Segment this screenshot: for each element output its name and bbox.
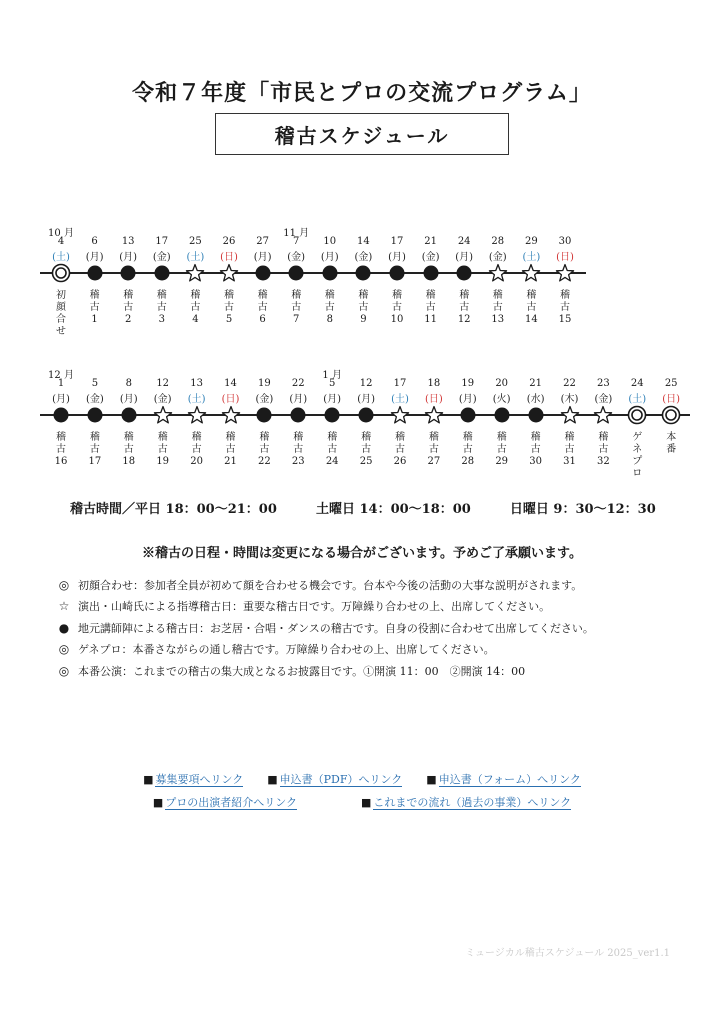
day-number: 19 xyxy=(461,378,475,389)
schedule-heading-text: 稽古スケジュール xyxy=(274,123,450,148)
footer-version: ミュージカル稽古スケジュール 2025_ver1.1 xyxy=(465,948,670,959)
square-bullet-icon: ■ xyxy=(267,773,278,786)
session-label: 稽 古 6 xyxy=(257,290,268,325)
filled-circle-icon xyxy=(288,405,308,425)
day-number: 27 xyxy=(256,236,269,247)
day-number: 23 xyxy=(597,378,610,389)
day-number: 25 xyxy=(664,378,678,389)
filled-circle-icon xyxy=(353,263,373,283)
filled-circle-icon xyxy=(320,263,340,283)
star-icon xyxy=(185,263,205,283)
filled-circle-icon xyxy=(322,405,342,425)
filled-circle-icon xyxy=(356,405,376,425)
square-bullet-icon: ■ xyxy=(426,773,437,786)
legend-item xyxy=(50,596,710,618)
square-bullet-icon: ■ xyxy=(143,773,154,786)
day-number: 24 xyxy=(630,378,644,389)
weekday-label: (金) xyxy=(255,394,274,405)
double-circle-icon xyxy=(51,263,71,283)
weekday-label: (木) xyxy=(560,394,579,405)
legend-text: 初顔合わせ：参加者全員が初めて顔を合わせる機会です。台本や今後の活動の大事な説明がされます。 xyxy=(78,578,583,592)
session-label: 稽 古 9 xyxy=(358,290,369,325)
schedule-heading xyxy=(215,113,509,155)
weekday-label: (月) xyxy=(119,252,138,263)
weekday-label: (金) xyxy=(594,394,613,405)
session-label: 稽 古 14 xyxy=(525,290,538,325)
filled-circle-icon xyxy=(253,263,273,283)
day-number: 28 xyxy=(491,236,505,247)
day-number: 18 xyxy=(427,378,441,389)
session-label: 稽 古 4 xyxy=(190,290,201,325)
session-label: 稽 古 27 xyxy=(427,432,441,467)
day-number: 25 xyxy=(189,236,202,247)
session-label: 稽 古 15 xyxy=(558,290,572,325)
weekday-label: (金) xyxy=(85,394,104,405)
session-label: 稽 古 25 xyxy=(359,432,373,467)
month-label: 11 月 xyxy=(283,228,310,239)
filled-circle-icon xyxy=(152,263,172,283)
star-icon xyxy=(521,263,541,283)
month-label: 1 月 xyxy=(322,370,342,381)
weekday-label: (日) xyxy=(424,394,443,405)
recruit-guidelines-link[interactable]: 募集要項へリンク xyxy=(155,773,244,786)
filled-circle-icon xyxy=(51,405,71,425)
day-number: 4 xyxy=(57,236,65,247)
day-number: 30 xyxy=(558,236,572,247)
session-label: 稽 古 11 xyxy=(424,290,437,325)
session-label: ゲ ネ プ ロ xyxy=(632,432,643,479)
session-label: 稽 古 7 xyxy=(291,290,302,325)
star-icon xyxy=(555,263,575,283)
day-number: 24 xyxy=(457,236,471,247)
weekday-label: (土) xyxy=(186,252,205,263)
weekday-label: (土) xyxy=(522,252,541,263)
day-number: 22 xyxy=(291,378,305,389)
application-form-link[interactable]: 申込書（フォーム）へリンク xyxy=(438,773,581,786)
day-number: 14 xyxy=(357,236,370,247)
weekday-label: (月) xyxy=(320,252,339,263)
filled-circle-icon xyxy=(387,263,407,283)
weekday-label: (土) xyxy=(187,394,206,405)
day-number: 26 xyxy=(222,236,236,247)
weekday-label: (金) xyxy=(354,252,373,263)
legend-text: 地元講師陣による稽古日：お芝居・合唱・ダンスの稽古です。自身の役割に合わせて出席してください。 xyxy=(78,621,594,635)
weekday-label: (金) xyxy=(287,252,306,263)
session-label: 稽 古 10 xyxy=(390,290,404,325)
day-number: 1 xyxy=(57,378,65,389)
day-number: 5 xyxy=(91,378,99,389)
weekday-label: (月) xyxy=(119,394,138,405)
legend-text: 演出・山崎氏による指導稽古日：重要な稽古日です。万障繰り合わせの上、出席してください。 xyxy=(78,600,551,614)
star-icon xyxy=(187,405,207,425)
weekday-label: (土) xyxy=(628,394,647,405)
star-icon xyxy=(390,405,410,425)
filled-circle-icon xyxy=(458,405,478,425)
day-number: 8 xyxy=(125,378,132,389)
legend-text: 本番公演：これまでの稽古の集大成となるお披露目です。①開演 11：00 ②開演 14：00 xyxy=(78,664,526,678)
day-number: 6 xyxy=(91,236,98,247)
weekday-label: (月) xyxy=(85,252,104,263)
session-label: 稽 古 22 xyxy=(258,432,271,467)
filled-circle-icon xyxy=(85,263,105,283)
legend-item xyxy=(50,639,710,661)
session-label: 稽 古 32 xyxy=(597,432,610,467)
session-label: 稽 古 29 xyxy=(495,432,509,467)
day-number: 17 xyxy=(393,378,407,389)
weekday-label: (月) xyxy=(388,252,406,263)
weekday-label: (金) xyxy=(488,252,507,263)
legend-text: ゲネプロ：本番さながらの通し稽古です。万障繰り合わせの上、出席してください。 xyxy=(78,643,495,657)
day-number: 17 xyxy=(155,236,169,247)
timeline-row-oct-nov xyxy=(0,224,724,364)
weekday-label: (金) xyxy=(153,394,172,405)
legend-item xyxy=(50,574,710,596)
day-number: 22 xyxy=(563,378,576,389)
square-bullet-icon: ■ xyxy=(152,796,164,809)
legend-symbol: ● xyxy=(58,620,70,635)
filled-circle-icon xyxy=(526,405,546,425)
legend-symbol: ◎ xyxy=(58,642,70,657)
application-pdf-link[interactable]: 申込書（PDF）へリンク xyxy=(279,773,403,786)
session-label: 稽 古 26 xyxy=(393,432,407,467)
day-number: 12 xyxy=(156,378,170,389)
month-label: 12 月 xyxy=(48,370,74,381)
legend-item xyxy=(50,617,710,639)
session-label: 稽 古 19 xyxy=(156,432,170,467)
star-icon xyxy=(219,263,239,283)
day-number: 14 xyxy=(224,378,237,389)
session-label: 本 番 xyxy=(666,432,677,455)
weekday-label: (火) xyxy=(492,394,511,405)
session-label: 稽 古 28 xyxy=(461,432,475,467)
day-number: 13 xyxy=(190,378,203,389)
star-icon xyxy=(488,263,508,283)
weekday-label: (土) xyxy=(52,252,70,263)
weekday-label: (日) xyxy=(556,252,574,263)
change-notice: ※稽古の日程・時間は変更になる場合がございます。予めご了承願います。 xyxy=(142,546,582,561)
weekday-times: 稽古時間／平日 18：00～21：00 xyxy=(70,502,277,517)
day-number: 21 xyxy=(529,378,542,389)
performers-link[interactable]: プロの出演者紹介へリンク xyxy=(165,796,297,809)
session-label: 稽 古 30 xyxy=(529,432,542,467)
weekday-label: (金) xyxy=(421,252,440,263)
filled-circle-icon xyxy=(492,405,512,425)
weekday-label: (月) xyxy=(455,252,474,263)
legend xyxy=(50,574,710,682)
double-circle-icon xyxy=(627,405,647,425)
session-label: 稽 古 13 xyxy=(491,290,505,325)
star-icon xyxy=(560,405,580,425)
weekday-label: (日) xyxy=(221,394,240,405)
month-label: 10 月 xyxy=(48,228,74,239)
day-number: 20 xyxy=(495,378,509,389)
session-label: 稽 古 3 xyxy=(156,290,167,325)
session-label: 稽 古 8 xyxy=(324,290,335,325)
rehearsal-times xyxy=(70,498,656,517)
session-label: 稽 古 17 xyxy=(88,432,102,467)
timeline-row-dec-jan xyxy=(0,366,724,506)
session-label: 稽 古 23 xyxy=(291,432,305,467)
double-circle-icon xyxy=(661,405,681,425)
past-events-link[interactable]: これまでの流れ（過去の事業）へリンク xyxy=(373,796,572,809)
session-label: 稽 古 1 xyxy=(89,290,100,325)
session-label: 初 顔 合 せ xyxy=(56,290,66,337)
filled-circle-icon xyxy=(254,405,274,425)
session-label: 稽 古 16 xyxy=(54,432,68,467)
saturday-times: 土曜日 14：00～18：00 xyxy=(315,502,471,517)
weekday-label: (日) xyxy=(220,252,238,263)
weekday-label: (月) xyxy=(52,394,70,405)
legend-symbol: ◎ xyxy=(58,577,70,592)
weekday-label: (水) xyxy=(526,394,545,405)
star-icon xyxy=(153,405,173,425)
filled-circle-icon xyxy=(119,405,139,425)
day-number: 21 xyxy=(424,236,437,247)
filled-circle-icon xyxy=(118,263,138,283)
weekday-label: (月) xyxy=(357,394,375,405)
page-title: 令和７年度「市民とプロの交流プログラム」 xyxy=(132,80,592,106)
filled-circle-icon xyxy=(421,263,441,283)
session-label: 稽 古 12 xyxy=(457,290,471,325)
star-icon xyxy=(424,405,444,425)
filled-circle-icon xyxy=(286,263,306,283)
filled-circle-icon xyxy=(85,405,105,425)
day-number: 12 xyxy=(359,378,373,389)
weekday-label: (月) xyxy=(458,394,477,405)
square-bullet-icon: ■ xyxy=(361,796,372,809)
filled-circle-icon xyxy=(454,263,474,283)
day-number: 19 xyxy=(258,378,271,389)
session-label: 稽 古 2 xyxy=(123,290,134,325)
legend-item xyxy=(50,660,710,682)
weekday-label: (土) xyxy=(391,394,409,405)
session-label: 稽 古 20 xyxy=(190,432,203,467)
session-label: 稽 古 21 xyxy=(224,432,237,467)
session-label: 稽 古 18 xyxy=(122,432,136,467)
weekday-label: (金) xyxy=(152,252,171,263)
weekday-label: (月) xyxy=(289,394,308,405)
day-number: 13 xyxy=(121,236,135,247)
day-number: 5 xyxy=(329,378,336,389)
weekday-label: (日) xyxy=(662,394,681,405)
day-number: 17 xyxy=(390,236,404,247)
session-label: 稽 古 31 xyxy=(563,432,576,467)
star-icon xyxy=(593,405,613,425)
session-label: 稽 古 24 xyxy=(325,432,339,467)
day-number: 29 xyxy=(525,236,538,247)
legend-symbol: ☆ xyxy=(58,599,70,614)
legend-symbol: ◎ xyxy=(58,663,70,678)
star-icon xyxy=(221,405,241,425)
weekday-label: (月) xyxy=(253,252,272,263)
session-label: 稽 古 5 xyxy=(224,290,234,325)
sunday-times: 日曜日 9：30～12：30 xyxy=(509,502,656,517)
weekday-label: (月) xyxy=(323,394,342,405)
day-number: 10 xyxy=(323,236,337,247)
day-number: 7 xyxy=(293,236,300,247)
